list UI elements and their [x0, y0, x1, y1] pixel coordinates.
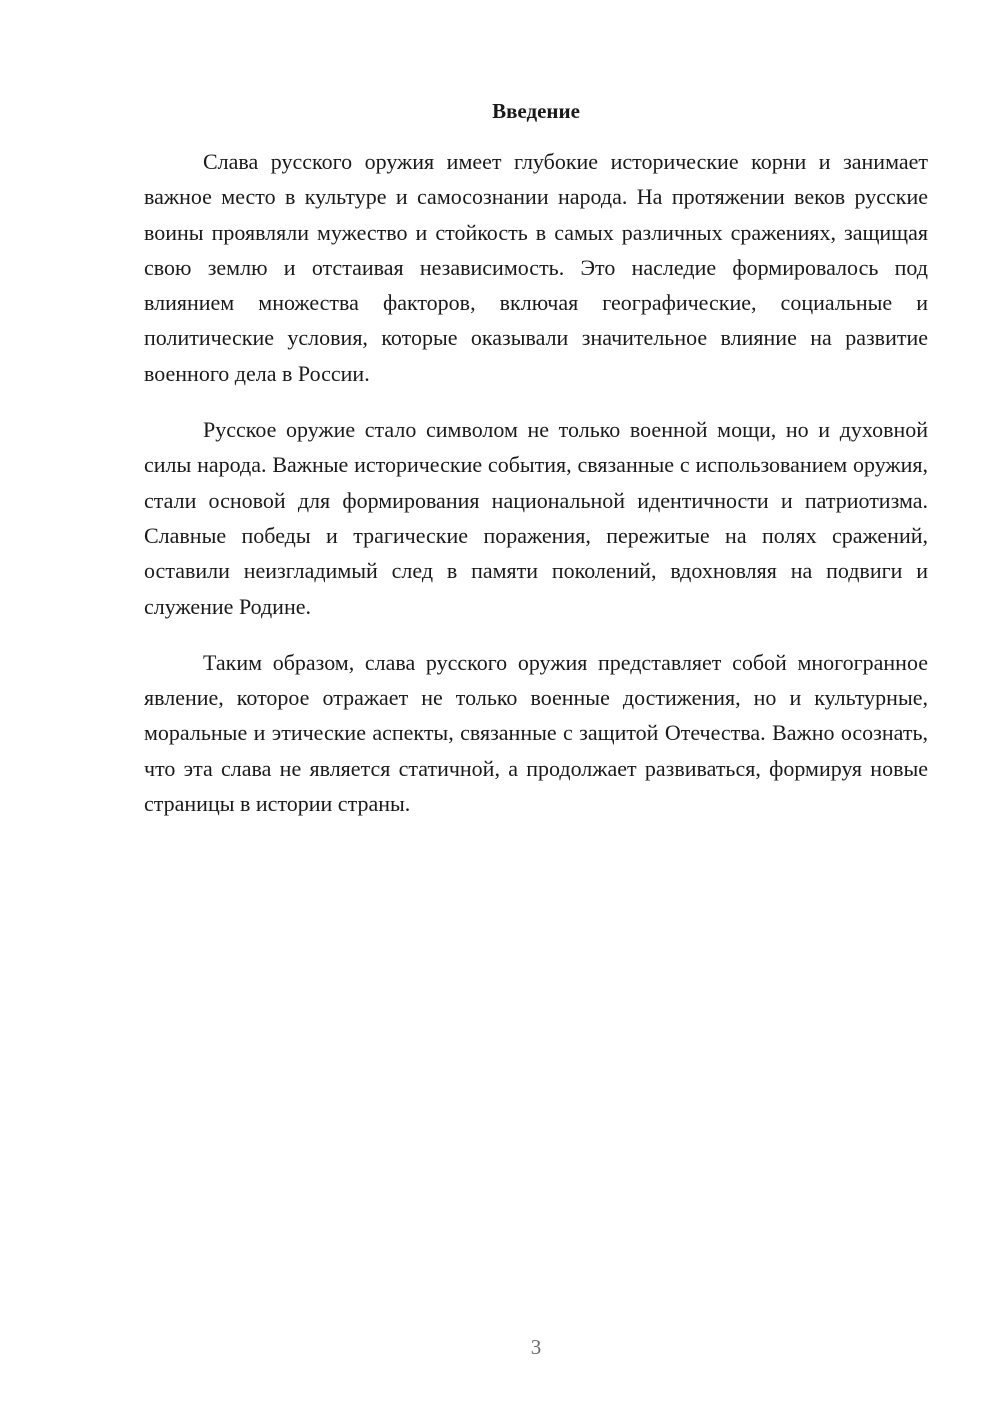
page-number: 3: [530, 1335, 542, 1359]
section-body: [144, 144, 928, 821]
paragraph-2: Русское оружие стало символом не только военной мощи, но и духовной силы народа. Важные исторические события, связанные с использованием оружия, стали основой для формирования национальной идентичности и патриотизма. Славные победы и трагические поражения, пережитые на полях сражений, оставили неизгладимый след в памяти поколений, вдохновляя на подвиги и служение Родине.: [144, 417, 928, 619]
paragraph-3: Таким образом, слава русского оружия представляет собой многогранное явление, которое отражает не только военные достижения, но и культурные, моральные и этические аспекты, связанные с защитой Отечества. Важно осознать, что эта слава не является статичной, а продолжает развиваться, формируя новые страницы в истории страны.: [144, 649, 928, 817]
paragraph-1: Слава русского оружия имеет глубокие исторические корни и занимает важное место в культуре и самосознании народа. На протяжении веков русские воины проявляли мужество и стойкость в самых различных сражениях, защищая свою землю и отстаивая независимость. Это наследие формировалось под влиянием множества факторов, включая географические, социальные и политические условия, которые оказывали значительное влияние на развитие военного дела в России.: [144, 149, 928, 386]
section-title: Введение: [492, 99, 580, 123]
